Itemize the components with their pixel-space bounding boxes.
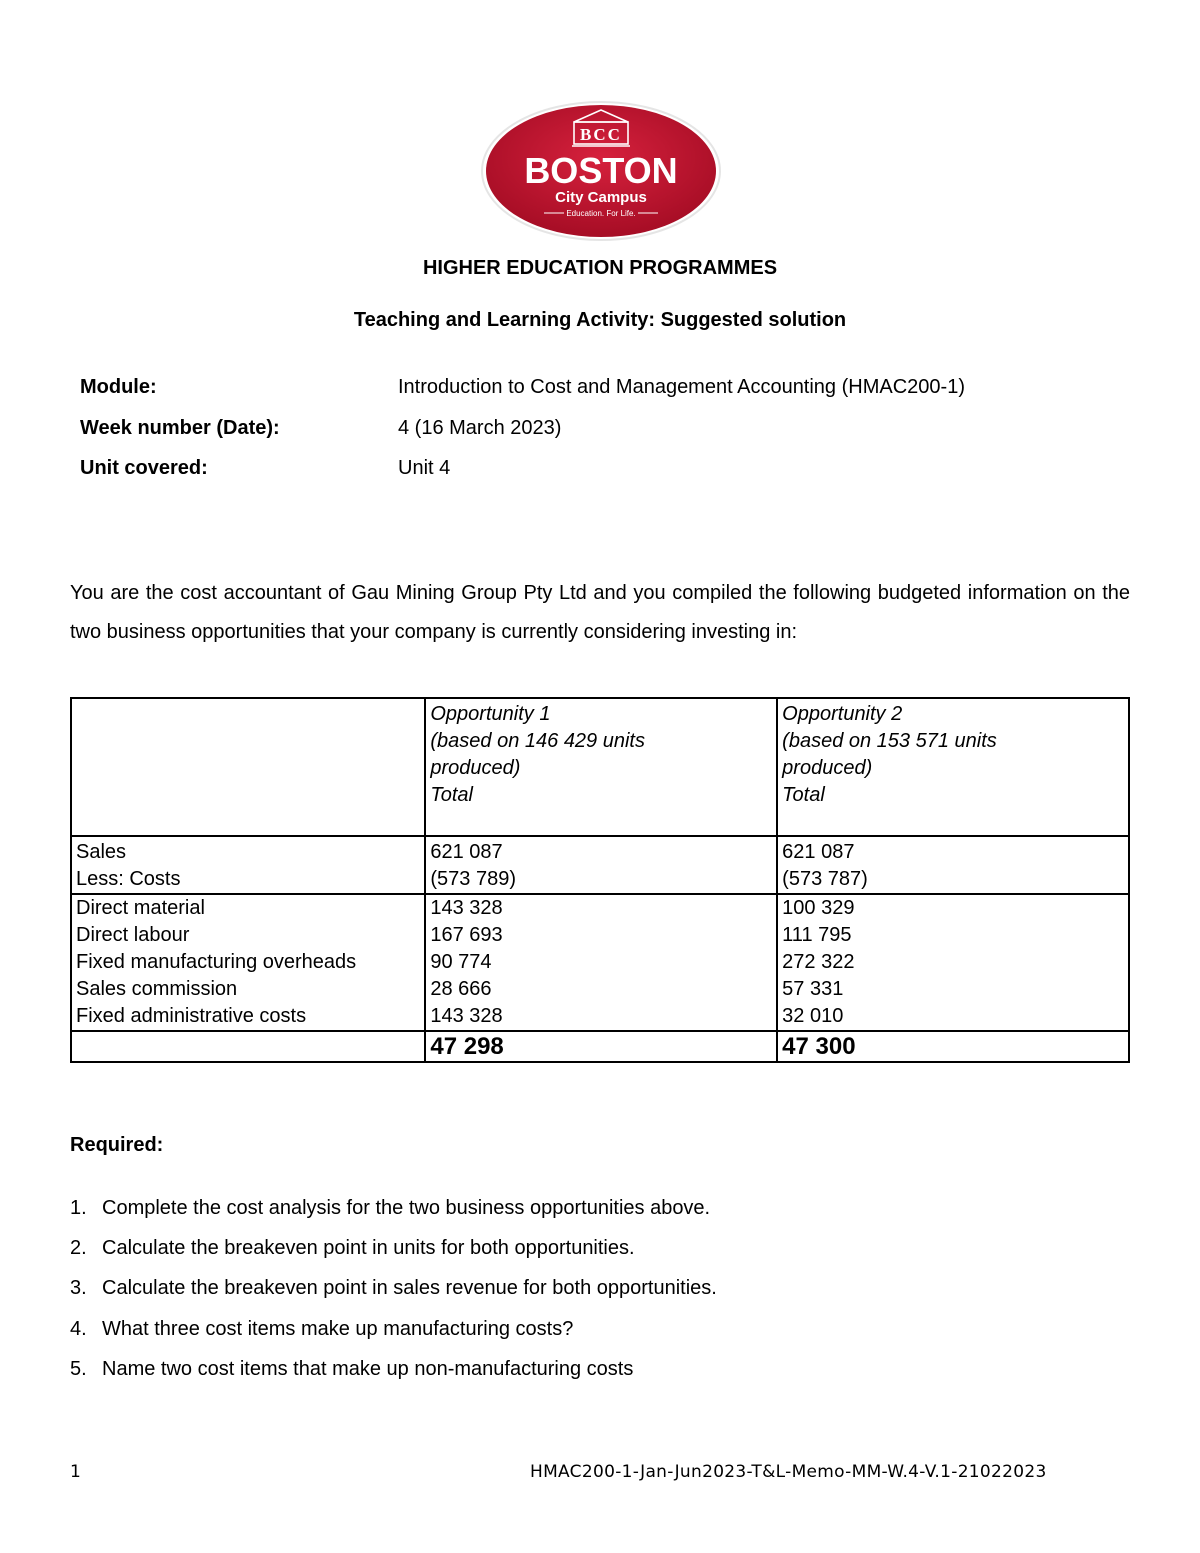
intro-line-1: You are the cost accountant of Gau Mining Group Pty Ltd and you compiled the following budgeted — [70, 582, 962, 604]
table-row-costs — [71, 894, 1129, 1031]
cell-value: 100 329 — [782, 897, 855, 919]
cell-value: 272 322 — [782, 951, 855, 973]
cost-labels-cell — [71, 894, 425, 1031]
header-text: Total — [782, 784, 825, 806]
item-text: What three cost items make up manufacturing costs? — [102, 1318, 574, 1340]
cell-value: 111 795 — [782, 924, 852, 946]
activity-subheading: Teaching and Learning Activity: Suggested solution — [353, 309, 847, 331]
row-label: Fixed administrative costs — [76, 1005, 307, 1027]
week-label: Week number (Date): — [80, 417, 280, 439]
cell-value: 90 774 — [430, 951, 492, 973]
row-label: Sales commission — [76, 978, 238, 1000]
cell-value: 32 010 — [782, 1005, 844, 1027]
document-code: HMAC200-1-Jan-Jun2023-T&L-Memo-MM-W.4-V.1-21022023 — [530, 1462, 1047, 1482]
row-label: Direct material — [76, 897, 205, 919]
item-text: Calculate the breakeven point in sales revenue for both opportunities. — [102, 1277, 717, 1299]
cost-analysis-table — [70, 697, 1130, 1063]
cell-value: 28 666 — [430, 978, 492, 1000]
table-header-row — [71, 698, 1129, 836]
cost-op2-cell — [777, 894, 1129, 1031]
header-text: (based on 146 429 units — [430, 730, 645, 752]
unit-value: Unit 4 — [398, 457, 451, 479]
logo-name: BOSTON — [524, 150, 678, 191]
row-label: Direct labour — [76, 924, 190, 946]
intro-line-2: information on the two business opportunities that your company is currently considering investing in: — [70, 582, 1131, 643]
programme-heading: HIGHER EDUCATION PROGRAMMES — [422, 257, 778, 279]
sales-labels-cell — [71, 836, 425, 894]
unit-label: Unit covered: — [80, 457, 208, 479]
required-item — [70, 1237, 635, 1260]
logo-sub: City Campus — [555, 189, 647, 206]
item-number: 5. — [70, 1358, 87, 1380]
week-value: 4 (16 March 2023) — [398, 417, 562, 439]
header-text: Opportunity 2 — [782, 703, 903, 725]
required-label: Required: — [70, 1134, 164, 1156]
sales-op2-cell — [777, 836, 1129, 894]
required-item — [70, 1318, 573, 1341]
table-row-total — [71, 1031, 1129, 1062]
cell-value: (573 787) — [782, 868, 868, 890]
header-text: produced) — [430, 757, 521, 779]
table-row-sales — [71, 836, 1129, 894]
cell-value: 143 328 — [430, 897, 503, 919]
cell-value: 57 331 — [782, 978, 844, 1000]
header-opportunity-2 — [777, 698, 1129, 836]
item-text: Name two cost items that make up non-manufacturing costs — [102, 1358, 634, 1380]
logo-tagline: Education. For Life. — [566, 209, 636, 218]
header-opportunity-1 — [425, 698, 777, 836]
item-number: 1. — [70, 1197, 87, 1219]
required-item — [70, 1277, 717, 1300]
page-number: 1 — [70, 1462, 81, 1482]
row-label: Less: Costs — [76, 868, 181, 890]
total-op2: 47 300 — [777, 1031, 1129, 1062]
total-op1: 47 298 — [425, 1031, 777, 1062]
header-text: Opportunity 1 — [430, 703, 551, 725]
module-value: Introduction to Cost and Management Accounting (HMAC200-1) — [398, 376, 965, 398]
total-blank-cell — [71, 1031, 425, 1062]
row-label: Sales — [76, 841, 127, 863]
intro-paragraph — [70, 574, 1130, 652]
row-label: Fixed manufacturing overheads — [76, 951, 357, 973]
module-label: Module: — [80, 376, 157, 398]
header-text: (based on 153 571 units — [782, 730, 997, 752]
item-text: Complete the cost analysis for the two business opportunities above. — [102, 1197, 711, 1219]
item-text: Calculate the breakeven point in units for both opportunities. — [102, 1237, 635, 1259]
sales-op1-cell — [425, 836, 777, 894]
header-text: produced) — [782, 757, 873, 779]
boston-city-campus-logo — [480, 100, 722, 242]
required-item — [70, 1197, 710, 1220]
cell-value: 167 693 — [430, 924, 503, 946]
cell-value: (573 789) — [430, 868, 516, 890]
required-item — [70, 1358, 633, 1381]
header-blank-cell — [71, 698, 425, 836]
cost-op1-cell — [425, 894, 777, 1031]
item-number: 4. — [70, 1318, 87, 1340]
cell-value: 621 087 — [430, 841, 503, 863]
cell-value: 143 328 — [430, 1005, 503, 1027]
item-number: 2. — [70, 1237, 87, 1259]
logo-initials: BCC — [580, 125, 622, 144]
item-number: 3. — [70, 1277, 87, 1299]
cell-value: 621 087 — [782, 841, 855, 863]
header-text: Total — [430, 784, 474, 806]
